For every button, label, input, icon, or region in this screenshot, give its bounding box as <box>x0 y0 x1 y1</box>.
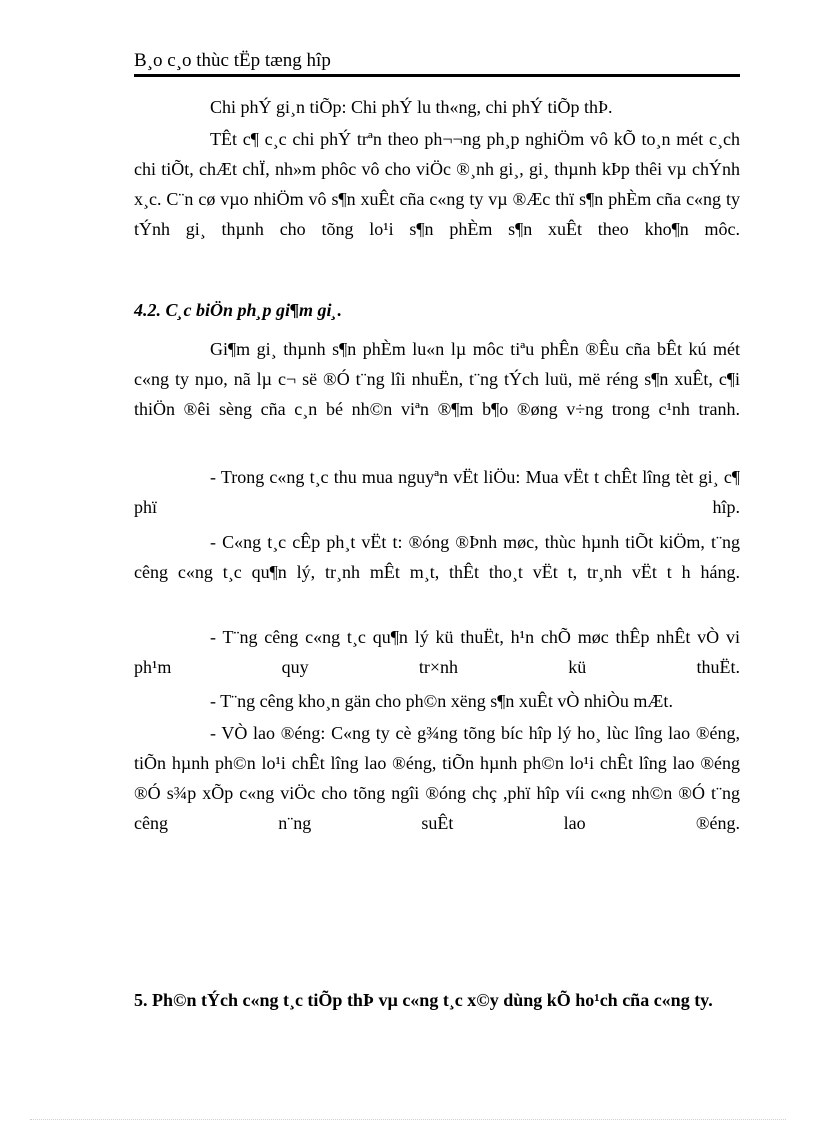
page-bottom-border <box>30 1119 786 1120</box>
bullet-material-supply: - C«ng t¸c cÊp ph¸t vËt t: ®óng ®Þnh møc, thùc hµnh tiÕt kiÖm, t¨ng cêng c«ng t¸c qu¶n lý, tr¸nh mÊt m¸t, thÊt tho¸t vËt t, tr¸nh vËt t h háng. <box>134 532 740 582</box>
bullet-purchasing: - Trong c«ng t¸c thu mua nguyªn vËt liÖu: Mua vËt t chÊt lîng tèt gi¸ c¶ phï hîp. <box>134 467 740 517</box>
header-rule <box>134 75 740 77</box>
paragraph-indirect-costs: Chi phÝ gi¸n tiÕp: Chi phÝ lu th«ng, chi phÝ tiÕp thÞ. <box>210 97 613 117</box>
heading-4-2: 4.2. C¸c biÖn ph¸p gi¶m gi¸. <box>134 300 343 320</box>
paragraph-cost-tracking: TÊt c¶ c¸c chi phÝ trªn theo ph¬¬ng ph¸p nghiÖm vô kÕ to¸n mét c¸ch chi tiÕt, chÆt chÏ, nh»m phôc vô cho viÖc ®¸nh gi¸, gi¸ thµnh kÞp thêi vµ chÝnh x¸c. C¨n cø vµo nhiÖm vô s¶n xuÊt cña c«ng ty vµ ®Æc thï s¶n phÈm cña c«ng ty tÝnh gi¸ thµnh cho tõng lo¹i s¶n phÈm s¶n xuÊt theo kho¶n môc. <box>134 129 740 239</box>
bullet-workshop-contracting: - T¨ng cêng kho¸n gän cho ph©n xëng s¶n xuÊt vÒ nhiÒu mÆt. <box>210 691 673 711</box>
paragraph-cost-reduction: Gi¶m gi¸ thµnh s¶n phÈm lu«n lµ môc tiªu phÊn ®Êu cña bÊt kú mét c«ng ty nµo, nã lµ c¬ së ®Ó t¨ng lîi nhuËn, t¨ng tÝch luü, më réng s¶n xuÊt, c¶i thiÖn ®êi sèng cña c¸n bé nh©n viªn ®¶m b¶o ®øng v÷ng trong c¹nh tranh. <box>134 339 740 419</box>
bullet-technical-management: - T¨ng cêng c«ng t¸c qu¶n lý kü thuËt, h¹n chÕ møc thÊp nhÊt vÒ vi ph¹m quy tr×nh kü thuËt. <box>134 627 740 677</box>
running-header: B¸o c¸o thùc tËp tæng hîp <box>134 50 740 75</box>
bullet-labor: - VÒ lao ®éng: C«ng ty cè g¾ng tõng bíc hîp lý ho¸ lùc lîng lao ®éng, tiÕn hµnh ph©n lo¹i chÊt lîng lao ®éng, tiÕn hµnh ph©n lo¹i chÊt lîng lao ®éng ®Ó s¾p xÕp c«ng viÖc cho tõng ngîi ®óng chç ,phï hîp víi c«ng nh©n ®Ó t¨ng cêng n¨ng suÊt lao ®éng. <box>134 723 740 833</box>
heading-5: 5. Ph©n tÝch c«ng t¸c tiÕp thÞ vµ c«ng t¸c x©y dùng kÕ ho¹ch cña c«ng ty. <box>134 990 713 1010</box>
